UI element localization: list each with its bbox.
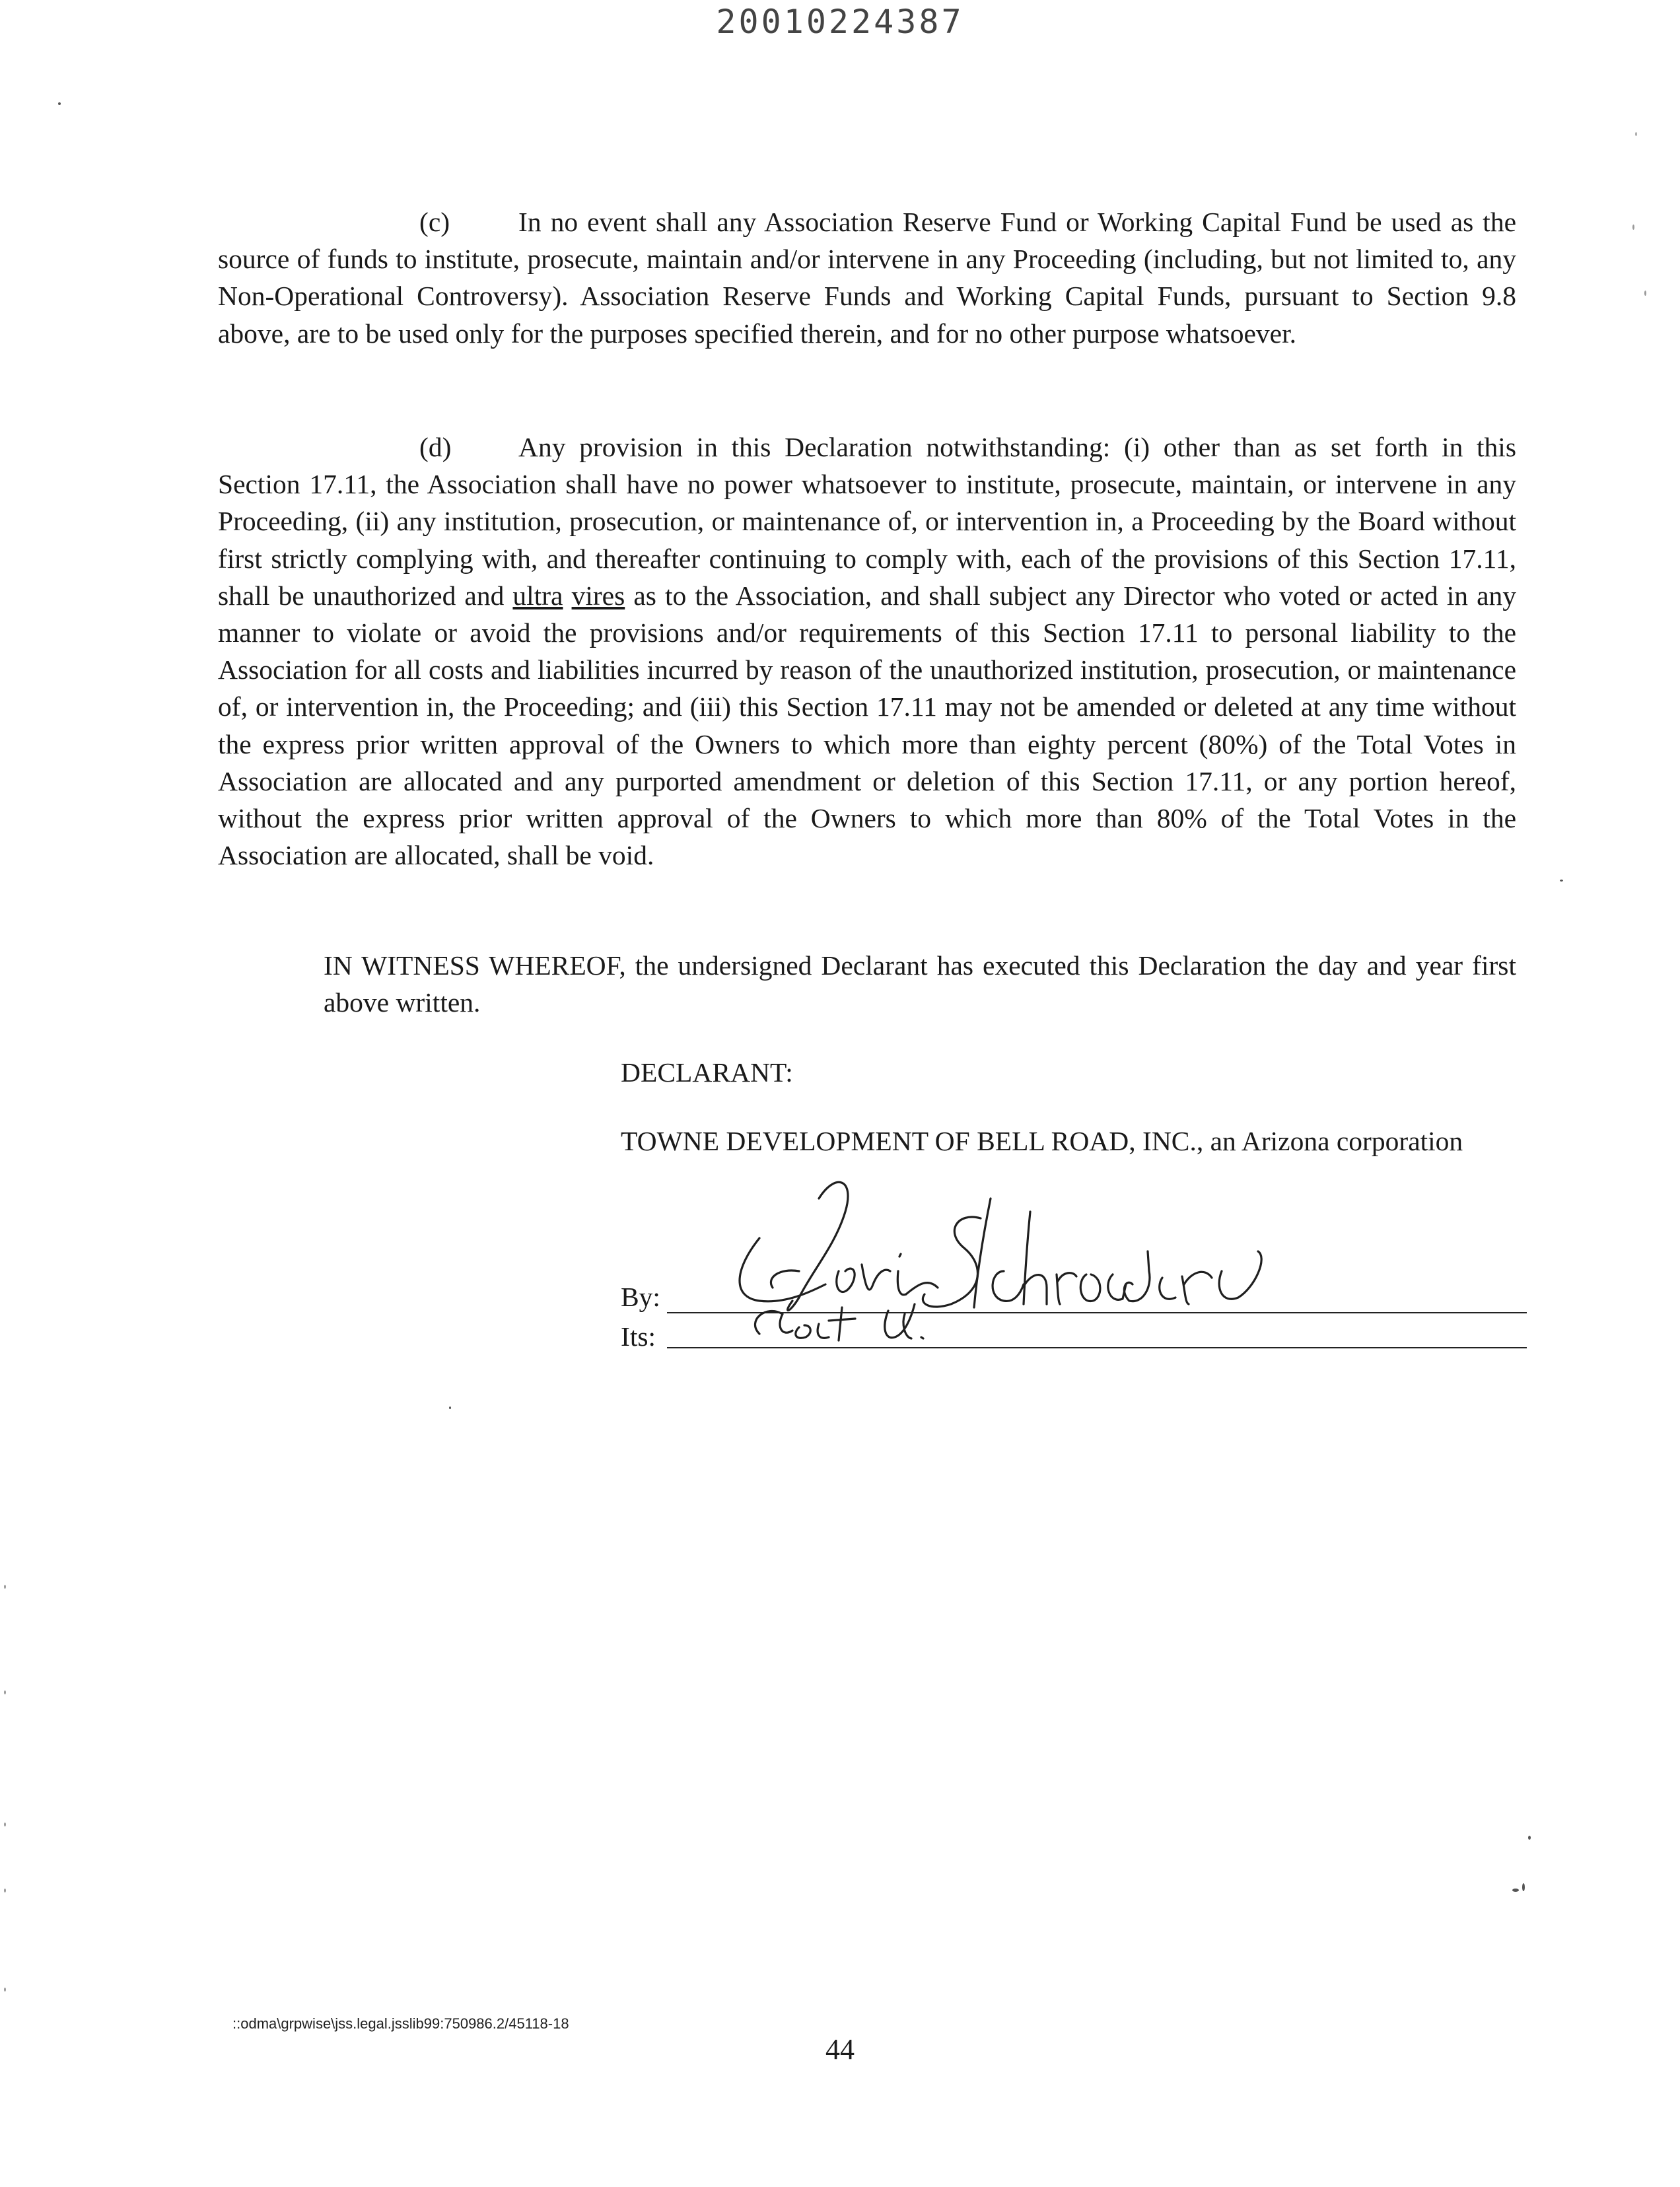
scan-speck <box>4 1822 6 1826</box>
by-label: By: <box>621 1282 660 1312</box>
paragraph-c-label: (c) <box>419 207 450 237</box>
paragraph-d <box>218 429 1516 874</box>
handwritten-signature <box>720 1172 1288 1344</box>
paragraph-d-text-after: as to the Association, and shall subject any Director who voted or acted in any manner to violate or avoid the provisions and/or requirements of this Section 17.11 to personal liability to the Association for all costs and liabilities incurred by reason of the unauthorized institution, prosecution, or maintenance of, or intervention in, the Proceeding; and (iii) this Section 17.11 may not be amended or deleted at any time without the express prior written approval of the Owners to which more than eighty percent (80%) of the Total Votes in Association are allocated and any purported amendment or deletion of this Section 17.11, or any portion hereof, without the express prior written approval of the Owners to which more than 80% of the Total Votes in the Association are allocated, shall be void. <box>218 580 1516 871</box>
witness-paragraph <box>218 947 1516 1021</box>
paragraph-c <box>218 203 1516 352</box>
document-path: ::odma\grpwise\jss.legal.jsslib99:750986.2/45118-18 <box>232 2015 569 2032</box>
scan-speck <box>1528 1836 1531 1840</box>
scan-speck <box>4 1889 6 1892</box>
scan-speck <box>1644 291 1646 296</box>
scan-speck <box>58 102 61 105</box>
paragraph-d-text-before: Any provision in this Declaration notwithstanding: (i) other than as set forth in this Section 17.11, the Association shall have no power whatsoever to institute, prosecute, maintain, or intervene in any Proceeding, (ii) any institution, prosecution, or maintenance of, or intervention in, a Proceeding by the Board without first strictly complying with, and thereafter continuing to comply with, each of the provisions of this Section 17.11, shall be unauthorized and <box>218 432 1516 611</box>
scan-speck <box>4 1690 6 1694</box>
scan-speck <box>4 1585 6 1589</box>
declarant-label: DECLARANT: <box>621 1057 793 1088</box>
scan-speck <box>1560 880 1563 882</box>
vires-underlined: vires <box>571 580 625 611</box>
ultra-underlined: ultra <box>512 580 563 611</box>
scan-speck <box>1635 132 1637 136</box>
its-label: Its: <box>621 1321 656 1352</box>
paragraph-d-label: (d) <box>419 432 452 462</box>
page-number: 44 <box>825 2033 855 2066</box>
scan-speck <box>1632 225 1634 230</box>
scan-speck <box>1522 1883 1525 1891</box>
recording-number: 20010224387 <box>716 3 964 41</box>
declarant-company: TOWNE DEVELOPMENT OF BELL ROAD, INC., an Arizona corporation <box>621 1126 1463 1156</box>
scan-speck <box>4 1988 6 1992</box>
witness-text: IN WITNESS WHEREOF, the undersigned Declarant has executed this Declaration the day and year first above written. <box>324 950 1516 1018</box>
its-signature-line <box>667 1347 1527 1348</box>
scan-speck <box>1512 1889 1519 1892</box>
scan-speck <box>449 1406 451 1409</box>
paragraph-c-text: In no event shall any Association Reserve Fund or Working Capital Fund be used as the source of funds to institute, prosecute, maintain and/or intervene in any Proceeding (including, but not limited to, any Non-Operational Controversy). Association Reserve Funds and Working Capital Funds, pursuant to Section 9.8 above, are to be used only for the purposes specified therein, and for no other purpose whatsoever. <box>218 207 1516 349</box>
